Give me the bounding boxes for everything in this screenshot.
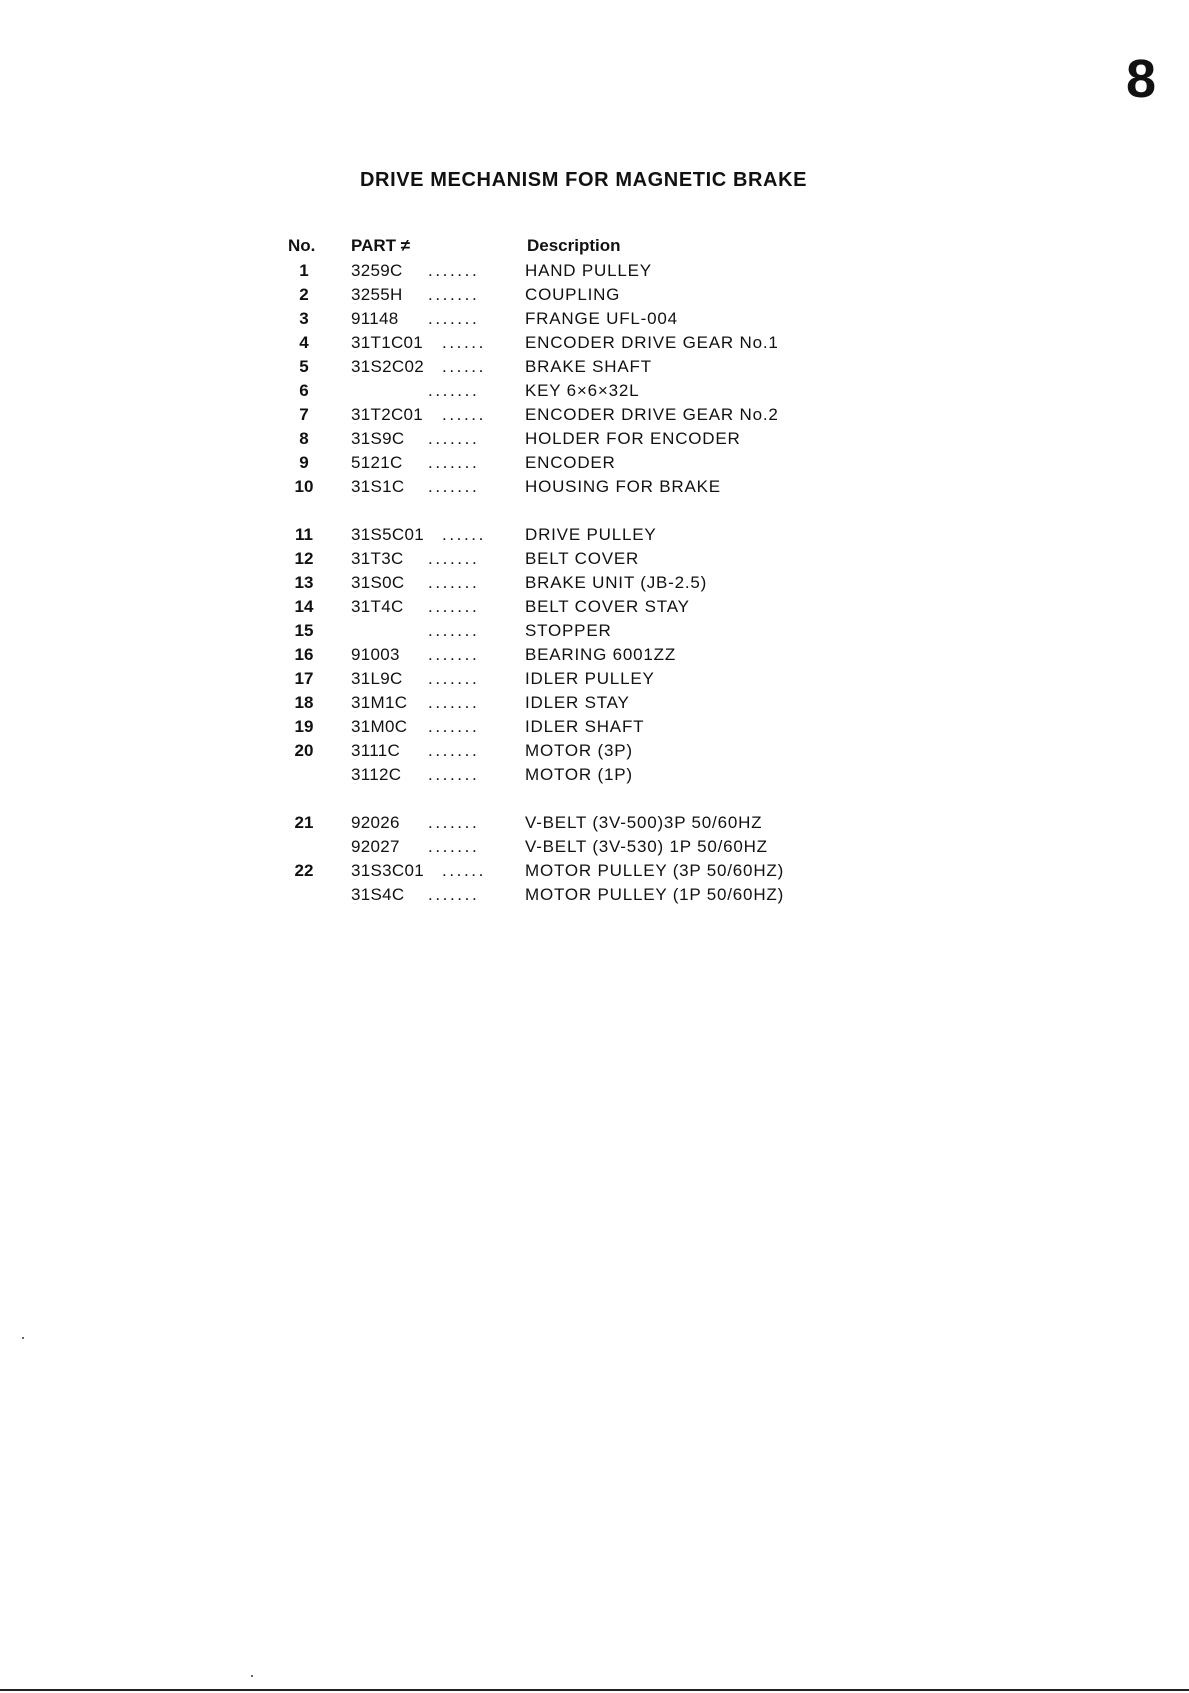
item-number [270, 691, 320, 715]
leader-dots: ...... [442, 405, 486, 424]
part-description: HAND PULLEY [525, 261, 652, 280]
part-number: 5121C [351, 453, 403, 472]
part-description: FRANGE UFL-004 [525, 309, 678, 328]
item-number [270, 307, 320, 331]
leader-dots: ....... [428, 573, 480, 592]
table-row [0, 427, 1189, 451]
leader-dots: ....... [428, 885, 480, 904]
item-number-text: 8 [299, 429, 309, 448]
scan-speck [251, 1675, 253, 1677]
scan-speck [22, 1337, 24, 1339]
table-row [0, 643, 1189, 667]
item-number-text: 9 [299, 453, 309, 472]
part-number: 3112C [351, 765, 402, 784]
item-number-text: 13 [294, 573, 314, 592]
item-number-text: 18 [294, 693, 314, 712]
item-number [270, 859, 320, 883]
item-number [270, 259, 320, 283]
part-number: 31T2C01 [351, 405, 424, 424]
part-number: 91148 [351, 309, 399, 328]
item-number [270, 379, 320, 403]
item-number-text: 6 [299, 381, 309, 400]
leader-dots: ...... [442, 357, 486, 376]
item-number [270, 547, 320, 571]
item-number-text: 20 [294, 741, 314, 760]
part-number: 31S9C [351, 429, 405, 448]
part-number: 92026 [351, 813, 400, 832]
table-row [0, 403, 1189, 427]
table-row [0, 283, 1189, 307]
part-description: BRAKE UNIT (JB-2.5) [525, 573, 708, 592]
header-description: Description [527, 236, 621, 255]
table-row [0, 571, 1189, 595]
item-number-text: 1 [299, 261, 309, 280]
part-number: 31S2C02 [351, 357, 424, 376]
part-number: 91003 [351, 645, 400, 664]
item-number [270, 523, 320, 547]
part-number: 31S0C [351, 573, 405, 592]
table-row [0, 547, 1189, 571]
part-description: IDLER STAY [525, 693, 630, 712]
part-description: COUPLING [525, 285, 621, 304]
item-number [270, 475, 320, 499]
leader-dots: ....... [428, 765, 480, 784]
item-number-text: 16 [294, 645, 314, 664]
part-number: 3255H [351, 285, 403, 304]
part-description: ENCODER DRIVE GEAR No.1 [525, 333, 779, 352]
part-description: BELT COVER [525, 549, 640, 568]
part-number: 31T4C [351, 597, 404, 616]
table-row [0, 331, 1189, 355]
part-description: IDLER PULLEY [525, 669, 655, 688]
item-number-text: 5 [299, 357, 309, 376]
item-number [270, 571, 320, 595]
leader-dots: ...... [442, 861, 486, 880]
item-number [270, 667, 320, 691]
part-number: 92027 [351, 837, 400, 856]
part-description: BELT COVER STAY [525, 597, 690, 616]
part-number: 3259C [351, 261, 403, 280]
part-description: HOLDER FOR ENCODER [525, 429, 741, 448]
table-row [0, 763, 1189, 787]
item-number [270, 883, 320, 907]
part-description: KEY 6×6×32L [525, 381, 640, 400]
item-number [270, 715, 320, 739]
leader-dots: ...... [442, 525, 486, 544]
part-number: 31T3C [351, 549, 404, 568]
table-row [0, 595, 1189, 619]
page-title: DRIVE MECHANISM FOR MAGNETIC BRAKE [360, 169, 808, 191]
table-row [0, 667, 1189, 691]
part-description: V-BELT (3V-530) 1P 50/60HZ [525, 837, 768, 856]
leader-dots: ....... [428, 597, 480, 616]
leader-dots: ....... [428, 669, 480, 688]
part-number: 31S5C01 [351, 525, 424, 544]
part-description: MOTOR (3P) [525, 741, 633, 760]
item-number [270, 283, 320, 307]
item-number-text: 10 [294, 477, 314, 496]
part-description: MOTOR (1P) [525, 765, 633, 784]
item-number-text: 15 [294, 621, 314, 640]
part-description: V-BELT (3V-500)3P 50/60HZ [525, 813, 763, 832]
item-number [270, 403, 320, 427]
item-number [270, 451, 320, 475]
item-number-text: 2 [299, 285, 309, 304]
item-number [270, 739, 320, 763]
table-row [0, 835, 1189, 859]
part-description: BRAKE SHAFT [525, 357, 652, 376]
item-number-text: 3 [299, 309, 309, 328]
part-number: 31S3C01 [351, 861, 424, 880]
leader-dots: ....... [428, 429, 480, 448]
table-row [0, 451, 1189, 475]
table-row [0, 259, 1189, 283]
item-number [270, 835, 320, 859]
table-row [0, 475, 1189, 499]
item-number [270, 619, 320, 643]
part-number: 3111C [351, 741, 401, 760]
item-number [270, 643, 320, 667]
leader-dots: ....... [428, 549, 480, 568]
table-row [0, 619, 1189, 643]
item-number-text: 14 [294, 597, 314, 616]
part-description: BEARING 6001ZZ [525, 645, 677, 664]
part-number: 31S4C [351, 885, 405, 904]
part-description: STOPPER [525, 621, 612, 640]
part-description: DRIVE PULLEY [525, 525, 657, 544]
part-number: 31M0C [351, 717, 408, 736]
item-number [270, 811, 320, 835]
item-number-text: 4 [299, 333, 309, 352]
table-row [0, 715, 1189, 739]
leader-dots: ....... [428, 741, 480, 760]
header-part: PART ≠ [351, 236, 411, 255]
part-number: 31S1C [351, 477, 405, 496]
table-row [0, 523, 1189, 547]
item-number-text: 21 [294, 813, 314, 832]
header-no: No. [288, 236, 316, 255]
leader-dots: ...... [442, 333, 486, 352]
item-number-text: 22 [294, 861, 314, 880]
table-row [0, 379, 1189, 403]
leader-dots: ....... [428, 717, 480, 736]
leader-dots: ....... [428, 477, 480, 496]
table-row [0, 307, 1189, 331]
leader-dots: ....... [428, 453, 480, 472]
bottom-rule [0, 1689, 1189, 1691]
leader-dots: ....... [428, 813, 480, 832]
part-description: ENCODER [525, 453, 616, 472]
leader-dots: ....... [428, 309, 480, 328]
item-number [270, 331, 320, 355]
item-number-text: 7 [299, 405, 309, 424]
leader-dots: ....... [428, 645, 480, 664]
item-number-text: 12 [294, 549, 314, 568]
item-number [270, 763, 320, 787]
leader-dots: ....... [428, 261, 480, 280]
part-number: 31L9C [351, 669, 403, 688]
leader-dots: ....... [428, 693, 480, 712]
part-description: ENCODER DRIVE GEAR No.2 [525, 405, 779, 424]
leader-dots: ....... [428, 285, 480, 304]
part-number: 31M1C [351, 693, 408, 712]
part-number: 31T1C01 [351, 333, 424, 352]
item-number-text: 19 [294, 717, 314, 736]
item-number [270, 595, 320, 619]
leader-dots: ....... [428, 837, 480, 856]
table-row [0, 691, 1189, 715]
table-row [0, 883, 1189, 907]
table-row [0, 811, 1189, 835]
table-row [0, 739, 1189, 763]
leader-dots: ....... [428, 621, 480, 640]
table-row [0, 859, 1189, 883]
item-number [270, 355, 320, 379]
part-description: IDLER SHAFT [525, 717, 645, 736]
table-row [0, 355, 1189, 379]
part-description: MOTOR PULLEY (3P 50/60HZ) [525, 861, 785, 880]
item-number-text: 11 [295, 525, 313, 544]
page-number: 8 [1126, 49, 1157, 109]
part-description: HOUSING FOR BRAKE [525, 477, 721, 496]
item-number [270, 427, 320, 451]
leader-dots: ....... [428, 381, 480, 400]
item-number-text: 17 [294, 669, 314, 688]
part-description: MOTOR PULLEY (1P 50/60HZ) [525, 885, 785, 904]
